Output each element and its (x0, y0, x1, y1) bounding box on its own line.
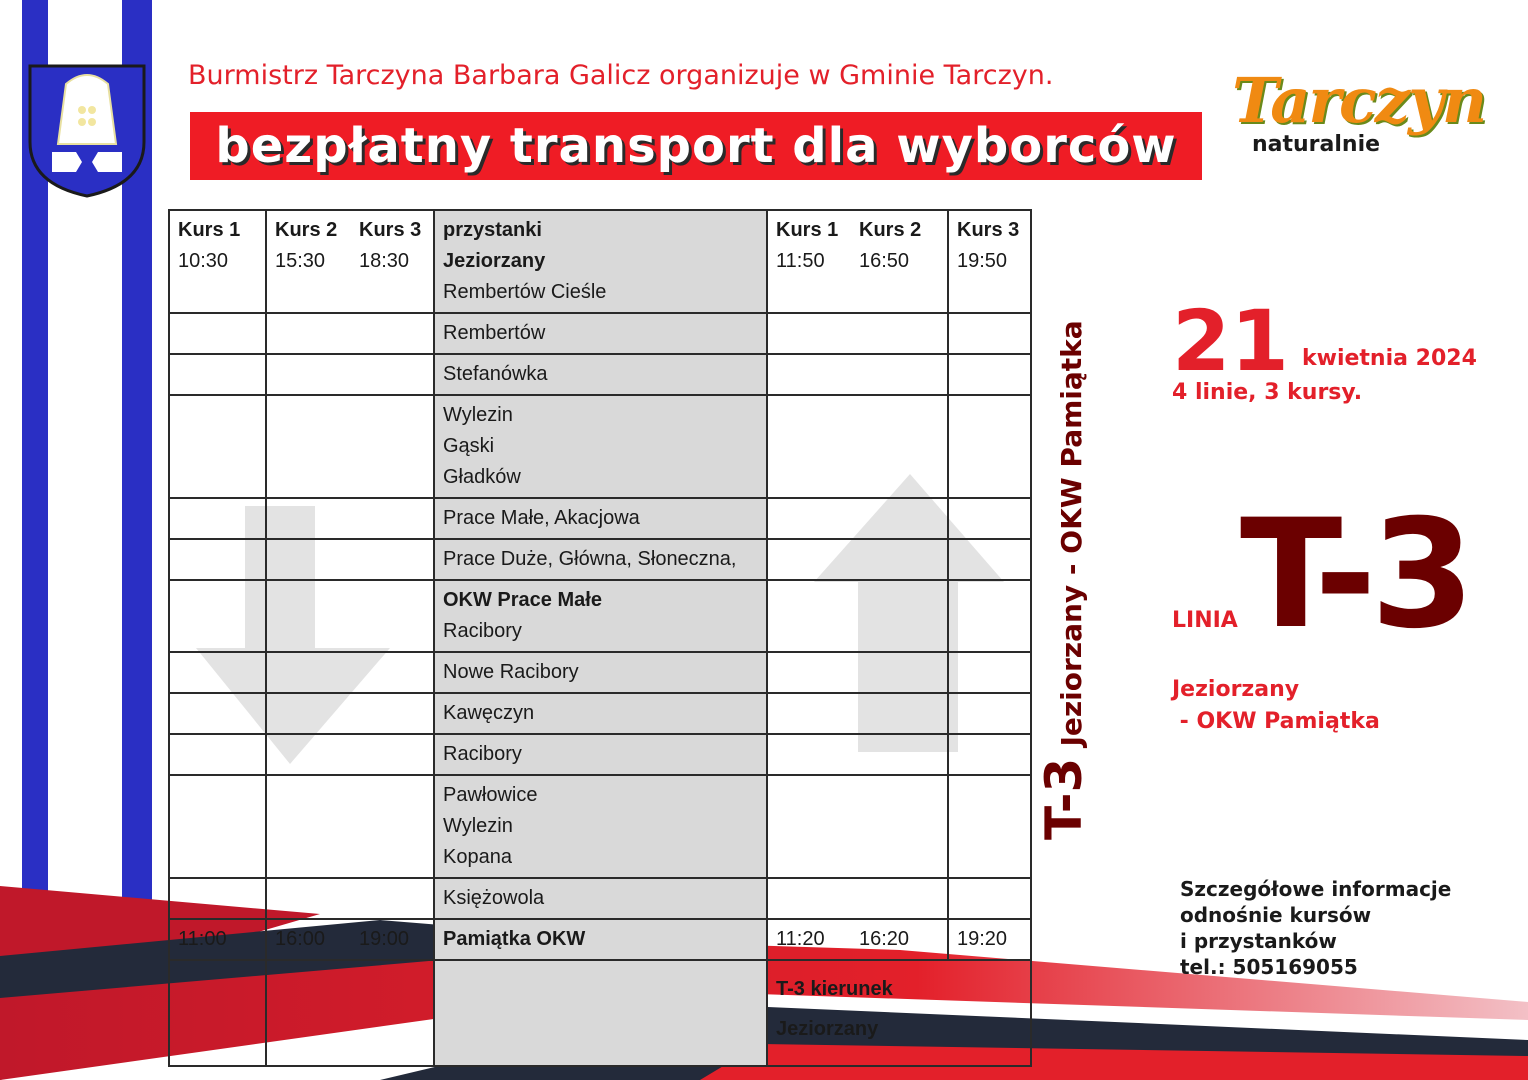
timetable (168, 209, 1032, 1067)
outbound-header: Kurs 3 (359, 219, 422, 241)
stop-name: Kawęczyn (434, 693, 767, 734)
table-row (169, 652, 1031, 693)
final-outbound-time: 11:00 (169, 919, 266, 960)
stop-name: Gładków (443, 466, 521, 488)
table-row (169, 775, 1031, 878)
final-outbound-time: 16:00 (275, 928, 326, 950)
stops-header: przystanki (443, 219, 542, 241)
direction-line: T-3 kierunek (776, 978, 893, 1000)
return-header: Kurs 2 (859, 219, 922, 241)
line-label: LINIA (1172, 608, 1238, 633)
stop-group (434, 580, 767, 652)
contact-line: odnośnie kursów (1180, 903, 1372, 927)
table-row (169, 210, 1031, 313)
stop-name: Pawłowice (443, 784, 538, 806)
organizer-text: Burmistrz Tarczyna Barbara Galicz organizuje w Gminie Tarczyn. (188, 60, 1054, 91)
date-month-year: kwietnia 2024 (1302, 346, 1477, 371)
return-time: 19:50 (957, 250, 1008, 272)
stop-name: Rembertów (434, 313, 767, 354)
stop-name: Racibory (434, 734, 767, 775)
outbound-cell (266, 210, 434, 313)
table-row (169, 498, 1031, 539)
stop-group (434, 395, 767, 498)
page-title: bezpłatny transport dla wyborców (215, 118, 1177, 174)
vertical-line-code: T-3 (1035, 757, 1093, 840)
final-return-time: 16:20 (859, 928, 910, 950)
stop-name: Rembertów Cieśle (443, 281, 607, 303)
outbound-time: 18:30 (359, 250, 410, 272)
stop-name: Księżowola (434, 878, 767, 919)
outbound-time: 10:30 (178, 250, 229, 272)
stop-name: Kopana (443, 846, 512, 868)
stops-cell (434, 210, 767, 313)
line-route: Jeziorzany - OKW Pamiątka (1172, 677, 1380, 734)
return-time: 16:50 (859, 250, 910, 272)
return-header: Kurs 1 (776, 219, 839, 241)
table-row (169, 878, 1031, 919)
contact-info (1180, 876, 1451, 980)
stop-name: Stefanówka (434, 354, 767, 395)
stop-name: Racibory (443, 620, 522, 642)
stop-name: Prace Małe, Akacjowa (434, 498, 767, 539)
stop-name: Jeziorzany (443, 250, 546, 272)
table-row (169, 693, 1031, 734)
stop-name: Wylezin (443, 815, 513, 837)
table-row (169, 919, 1031, 960)
coat-of-arms-icon (26, 62, 148, 198)
direction-line: Jeziorzany (776, 1018, 879, 1040)
return-cell (767, 210, 948, 313)
outbound-cell (169, 210, 266, 313)
stop-name: Pamiątka OKW (434, 919, 767, 960)
final-outbound-cell (266, 919, 434, 960)
tarczyn-logo-subtitle: naturalnie (1252, 132, 1381, 157)
direction-cell (767, 960, 1031, 1066)
date-day: 21 (1172, 292, 1289, 390)
final-outbound-time: 19:00 (359, 928, 410, 950)
vertical-route-name: Jeziorzany - OKW Pamiątka (1055, 320, 1088, 747)
contact-phone: tel.: 505169055 (1180, 955, 1358, 979)
line-code: T-3 (1240, 488, 1469, 662)
tarczyn-logo: Tarczyn (1232, 64, 1486, 137)
table-row (169, 960, 1031, 1066)
final-return-cell (767, 919, 948, 960)
outbound-time: 15:30 (275, 250, 326, 272)
stop-group (434, 775, 767, 878)
return-time: 11:50 (776, 250, 825, 272)
stop-name: Gąski (443, 435, 495, 457)
vertical-route-label (1035, 320, 1093, 840)
stop-name: Nowe Racibory (434, 652, 767, 693)
contact-line: i przystanków (1180, 929, 1337, 953)
date-info: 4 linie, 3 kursy. (1172, 380, 1363, 405)
stop-name: Wylezin (443, 404, 513, 426)
table-row (169, 354, 1031, 395)
table-row (169, 313, 1031, 354)
stop-name: Prace Duże, Główna, Słoneczna, (434, 539, 767, 580)
table-row (169, 734, 1031, 775)
contact-line: Szczegółowe informacje (1180, 877, 1452, 901)
table-row (169, 539, 1031, 580)
return-cell (948, 210, 1031, 313)
outbound-header: Kurs 1 (178, 219, 241, 241)
outbound-header: Kurs 2 (275, 219, 338, 241)
table-row (169, 395, 1031, 498)
final-return-time: 11:20 (776, 928, 825, 950)
table-row (169, 580, 1031, 652)
final-return-time: 19:20 (948, 919, 1031, 960)
stop-name: OKW Prace Małe (443, 589, 602, 611)
return-header: Kurs 3 (957, 219, 1020, 241)
